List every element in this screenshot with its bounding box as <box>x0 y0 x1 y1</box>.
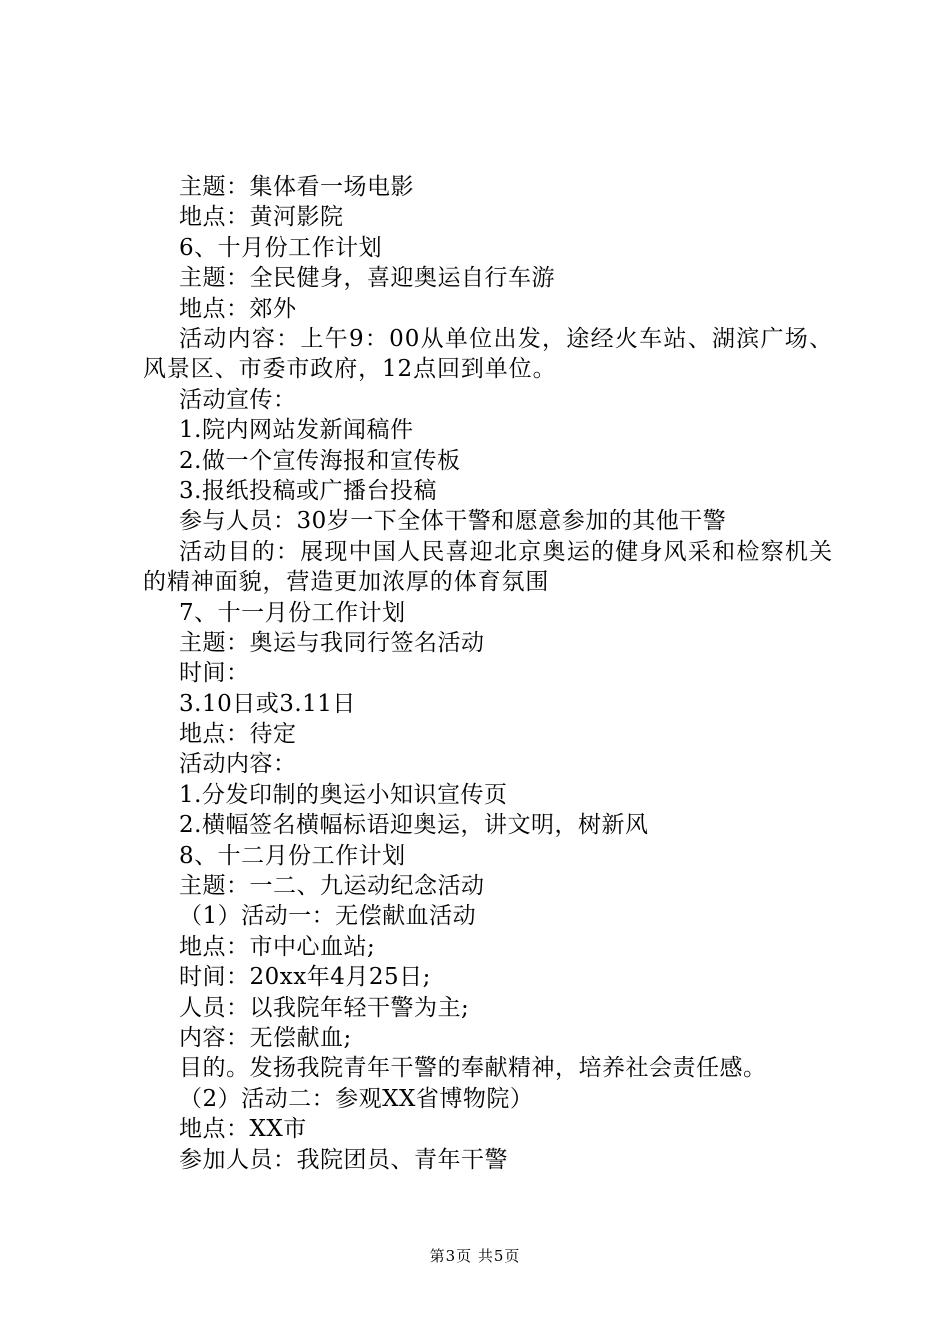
text-paragraph: 活动内容：上午9：00从单位出发，途经火车站、湖滨广场、风景区、市委市政府，12点回到单位。 <box>143 325 833 383</box>
list-item: 2.做一个宣传海报和宣传板 <box>179 447 461 474</box>
text-line: 主题：全民健身，喜迎奥运自行车游 <box>179 265 555 292</box>
text-line: 活动内容： <box>179 751 297 778</box>
list-item: 3.报纸投稿或广播台投稿 <box>179 477 437 504</box>
document-body <box>143 172 833 1175</box>
list-item: 2.横幅签名横幅标语迎奥运，讲文明，树新风 <box>179 812 649 839</box>
text-line: 参与人员：30岁一下全体干警和愿意参加的其他干警 <box>179 508 727 535</box>
text-line: （2）活动二：参观XX省博物院） <box>179 1085 534 1112</box>
text-line: 主题：一二、九运动纪念活动 <box>179 873 485 900</box>
page-number-footer: 第3页 共5页 <box>429 1247 521 1265</box>
text-line: 地点：XX市 <box>179 1116 307 1143</box>
section-heading: 6、十月份工作计划 <box>179 234 383 261</box>
text-line: 3.10日或3.11日 <box>179 690 356 717</box>
text-line: 参加人员：我院团员、青年干警 <box>179 1146 508 1173</box>
text-line: 内容：无偿献血; <box>179 1025 352 1051</box>
text-line: 活动宣传： <box>179 386 297 413</box>
text-line: 地点：郊外 <box>179 295 297 322</box>
text-paragraph: 活动目的：展现中国人民喜迎北京奥运的健身风采和检察机关的精神面貌，营造更加浓厚的体育氛围 <box>143 538 833 596</box>
text-line: 主题：集体看一场电影 <box>179 174 414 200</box>
section-heading: 7、十一月份工作计划 <box>179 599 406 626</box>
text-line: 时间： <box>179 660 250 687</box>
section-heading: 8、十二月份工作计划 <box>179 842 406 869</box>
text-line: 地点：市中心血站; <box>179 933 376 960</box>
list-item: 1.院内网站发新闻稿件 <box>179 417 414 444</box>
list-item: 1.分发印制的奥运小知识宣传页 <box>179 781 508 808</box>
text-line: 地点：黄河影院 <box>179 204 344 231</box>
text-line: （1）活动一：无偿献血活动 <box>179 903 477 930</box>
text-line: 地点：待定 <box>179 721 297 748</box>
text-line: 时间：20xx年4月25日; <box>179 964 431 991</box>
text-line: 主题：奥运与我同行签名活动 <box>179 629 485 656</box>
text-line: 目的。发扬我院青年干警的奉献精神，培养社会责任感。 <box>179 1055 767 1082</box>
text-line: 人员：以我院年轻干警为主; <box>179 994 470 1021</box>
